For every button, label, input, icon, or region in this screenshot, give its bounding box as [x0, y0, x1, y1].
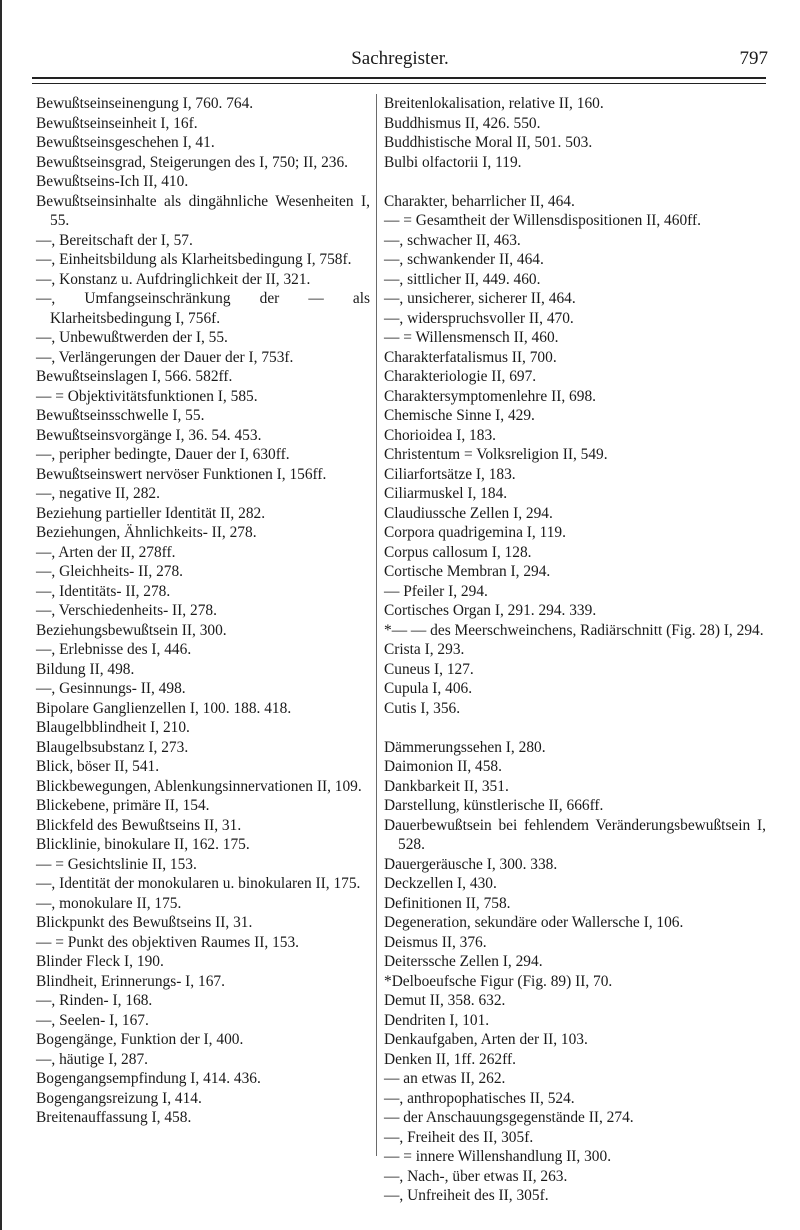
index-entry: Dankbarkeit II, 351. — [384, 777, 509, 795]
index-entry: —, widerspruchsvoller II, 470. — [384, 309, 574, 327]
index-entry: —, Verlängerungen der Dauer der I, 753f. — [36, 348, 294, 366]
index-entry: Bewußtseinseinengung I, 760. 764. — [36, 95, 254, 112]
index-entry: Bewußtseinsschwelle I, 55. — [36, 407, 205, 424]
index-entry: Demut II, 358. 632. — [384, 992, 506, 1009]
index-entry: —, Rinden- I, 168. — [36, 992, 153, 1009]
index-entry: Cupula I, 406. — [384, 680, 473, 697]
index-entry: Cuneus I, 127. — [384, 660, 474, 678]
index-entry: Dauergeräusche I, 300. 338. — [384, 855, 558, 873]
index-entry: Claudiussche Zellen I, 294. — [384, 504, 553, 522]
index-entry: Bewußtseinsinhalte als dingähnliche Wesenheiten I, 55. — [36, 192, 370, 229]
index-entry: Dauerbewußtsein bei fehlendem Veränderungsbewußtsein I, 528. — [384, 816, 766, 853]
index-entry: —, Umfangseinschränkung der — als Klarheitsbedingung I, 756f. — [36, 290, 370, 327]
index-entry: Charakter, beharrlicher II, 464. — [384, 192, 575, 210]
index-entry: Blick, böser II, 541. — [36, 758, 160, 775]
index-entry: Ciliarfortsätze I, 183. — [384, 465, 516, 483]
index-entry: —, Nach-, über etwas II, 263. — [384, 1167, 568, 1185]
index-entry: Charakterfatalismus II, 700. — [384, 348, 557, 366]
index-entry: —, anthropophatisches II, 524. — [384, 1089, 575, 1107]
index-entry: Daimonion II, 458. — [384, 758, 502, 775]
index-entry: —, Bereitschaft der I, 57. — [36, 231, 193, 249]
index-entry: Degeneration, sekundäre oder Wallersche I, 106. — [384, 914, 684, 931]
index-entry: Blicklinie, binokulare II, 162. 175. — [36, 836, 250, 853]
index-entry: Crista I, 293. — [384, 641, 465, 658]
index-entry: — = Willensmensch II, 460. — [384, 329, 559, 346]
index-entry: Corpora quadrigemina I, 119. — [384, 524, 566, 541]
index-entry: —, Einheitsbildung als Klarheitsbedingung I, 758f. — [36, 251, 352, 268]
index-entry: Charakteriologie II, 697. — [384, 368, 537, 385]
index-entry: Cortische Membran I, 294. — [384, 563, 551, 580]
page-header — [32, 46, 768, 74]
index-entry: —, Konstanz u. Aufdringlichkeit der II, 321. — [36, 270, 311, 288]
index-entry: Bewußtseinsvorgänge I, 36. 54. 453. — [36, 426, 262, 444]
index-column-right — [384, 94, 766, 1206]
index-entry: Bogengangsreizung I, 414. — [36, 1089, 202, 1107]
index-entry: *— — des Meerschweinchens, Radiärschnitt (Fig. 28) I, 294. — [384, 621, 764, 639]
index-entry: Buddhismus II, 426. 550. — [384, 114, 541, 132]
index-entry: Bewußtseinswert nervöser Funktionen I, 156ff. — [36, 465, 327, 483]
index-entry: —, peripher bedingte, Dauer der I, 630ff. — [36, 446, 290, 463]
index-entry: Buddhistische Moral II, 501. 503. — [384, 134, 593, 151]
index-entry: Bogengangsempfindung I, 414. 436. — [36, 1070, 261, 1087]
index-entry: —, schwankender II, 464. — [384, 251, 544, 268]
index-entry: Blinder Fleck I, 190. — [36, 953, 164, 970]
column-divider — [376, 94, 377, 1156]
index-entry: — an etwas II, 262. — [384, 1070, 506, 1087]
index-entry: — = Objektivitätsfunktionen I, 585. — [36, 387, 258, 405]
index-entry: Bewußtseinsgrad, Steigerungen des I, 750; II, 236. — [36, 153, 349, 171]
index-entry: Deiterssche Zellen I, 294. — [384, 953, 543, 970]
index-entry: —, sittlicher II, 449. 460. — [384, 270, 541, 288]
index-entry: Bewußtseinslagen I, 566. 582ff. — [36, 368, 233, 385]
index-entry: —, unsicherer, sicherer II, 464. — [384, 290, 576, 307]
index-entry: — der Anschauungsgegenstände II, 274. — [384, 1109, 634, 1126]
index-entry: Beziehungsbewußtsein II, 300. — [36, 621, 227, 639]
index-entry: — = Gesamtheit der Willensdispositionen II, 460ff. — [384, 212, 701, 229]
index-entry: Bildung II, 498. — [36, 660, 135, 678]
index-entry: Christentum = Volksreligion II, 549. — [384, 446, 608, 463]
index-entry: —, Verschiedenheits- II, 278. — [36, 602, 217, 619]
index-entry: —, monokulare II, 175. — [36, 894, 182, 912]
index-entry: Cortisches Organ I, 291. 294. 339. — [384, 602, 597, 619]
index-entry: Deismus II, 376. — [384, 933, 487, 951]
page-title: Sachregister. — [351, 48, 449, 69]
index-entry: — = Gesichtslinie II, 153. — [36, 855, 197, 873]
index-entry: *Delboeufsche Figur (Fig. 89) II, 70. — [384, 972, 613, 990]
index-entry: Denkaufgaben, Arten der II, 103. — [384, 1031, 588, 1048]
index-entry: Blickbewegungen, Ablenkungsinnervationen II, 109. — [36, 777, 362, 795]
header-rule — [32, 77, 766, 84]
index-column-left — [36, 94, 370, 1128]
index-entry: Chemische Sinne I, 429. — [384, 407, 535, 424]
index-entry: Blickfeld des Bewußtseins II, 31. — [36, 816, 242, 834]
index-entry: —, negative II, 282. — [36, 485, 160, 502]
index-entry: Cutis I, 356. — [384, 699, 461, 717]
index-entry: —, häutige I, 287. — [36, 1050, 148, 1068]
index-entry: — = innere Willenshandlung II, 300. — [384, 1148, 612, 1165]
index-entry: —, Freiheit des II, 305f. — [384, 1128, 534, 1146]
index-entry: Blaugelbblindheit I, 210. — [36, 719, 190, 736]
index-entry: Beziehungen, Ähnlichkeits- II, 278. — [36, 524, 257, 541]
index-entry: Blaugelbsubstanz I, 273. — [36, 738, 189, 756]
index-entry: —, Unbewußtwerden der I, 55. — [36, 329, 228, 346]
section-gap — [384, 718, 766, 738]
index-entry: —, Gesinnungs- II, 498. — [36, 680, 186, 697]
index-entry: Bogengänge, Funktion der I, 400. — [36, 1031, 244, 1048]
page-edge — [0, 0, 10, 1230]
page-number: 797 — [739, 48, 768, 69]
index-entry: Deckzellen I, 430. — [384, 875, 497, 892]
index-entry: —, Erlebnisse des I, 446. — [36, 641, 192, 658]
index-entry: —, Identitäts- II, 278. — [36, 582, 171, 600]
index-entry: — Pfeiler I, 294. — [384, 582, 488, 600]
index-entry: Dämmerungssehen I, 280. — [384, 738, 546, 756]
index-entry: Darstellung, künstlerische II, 666ff. — [384, 797, 604, 814]
index-entry: Breitenauffassung I, 458. — [36, 1109, 192, 1126]
index-entry: —, Seelen- I, 167. — [36, 1011, 149, 1029]
index-entry: Beziehung partieller Identität II, 282. — [36, 504, 266, 522]
section-gap — [384, 172, 766, 192]
index-entry: —, schwacher II, 463. — [384, 231, 521, 249]
index-entry: Definitionen II, 758. — [384, 894, 511, 912]
index-entry: —, Identität der monokularen u. binokularen II, 175. — [36, 875, 361, 892]
index-entry: Bewußtseinsgeschehen I, 41. — [36, 134, 215, 151]
index-entry: Chorioidea I, 183. — [384, 426, 496, 444]
index-entry: Dendriten I, 101. — [384, 1011, 490, 1029]
index-entry: —, Gleichheits- II, 278. — [36, 563, 184, 580]
index-entry: Charaktersymptomenlehre II, 698. — [384, 387, 596, 405]
index-entry: —, Unfreiheit des II, 305f. — [384, 1187, 549, 1204]
index-entry: —, Arten der II, 278ff. — [36, 543, 176, 561]
index-entry: Breitenlokalisation, relative II, 160. — [384, 95, 604, 112]
index-entry: Bipolare Ganglienzellen I, 100. 188. 418. — [36, 699, 292, 717]
index-entry: Blindheit, Erinnerungs- I, 167. — [36, 972, 225, 990]
index-entry: Blickpunkt des Bewußtseins II, 31. — [36, 914, 253, 931]
index-entry: Bewußtseins-Ich II, 410. — [36, 173, 189, 190]
index-entry: Bewußtseinseinheit I, 16f. — [36, 114, 198, 132]
index-entry: Bulbi olfactorii I, 119. — [384, 153, 522, 171]
index-entry: Corpus callosum I, 128. — [384, 543, 532, 561]
index-entry: Blickebene, primäre II, 154. — [36, 797, 210, 814]
index-entry: Ciliarmuskel I, 184. — [384, 485, 508, 502]
index-entry: Denken II, 1ff. 262ff. — [384, 1050, 516, 1068]
index-entry: — = Punkt des objektiven Raumes II, 153. — [36, 933, 300, 951]
